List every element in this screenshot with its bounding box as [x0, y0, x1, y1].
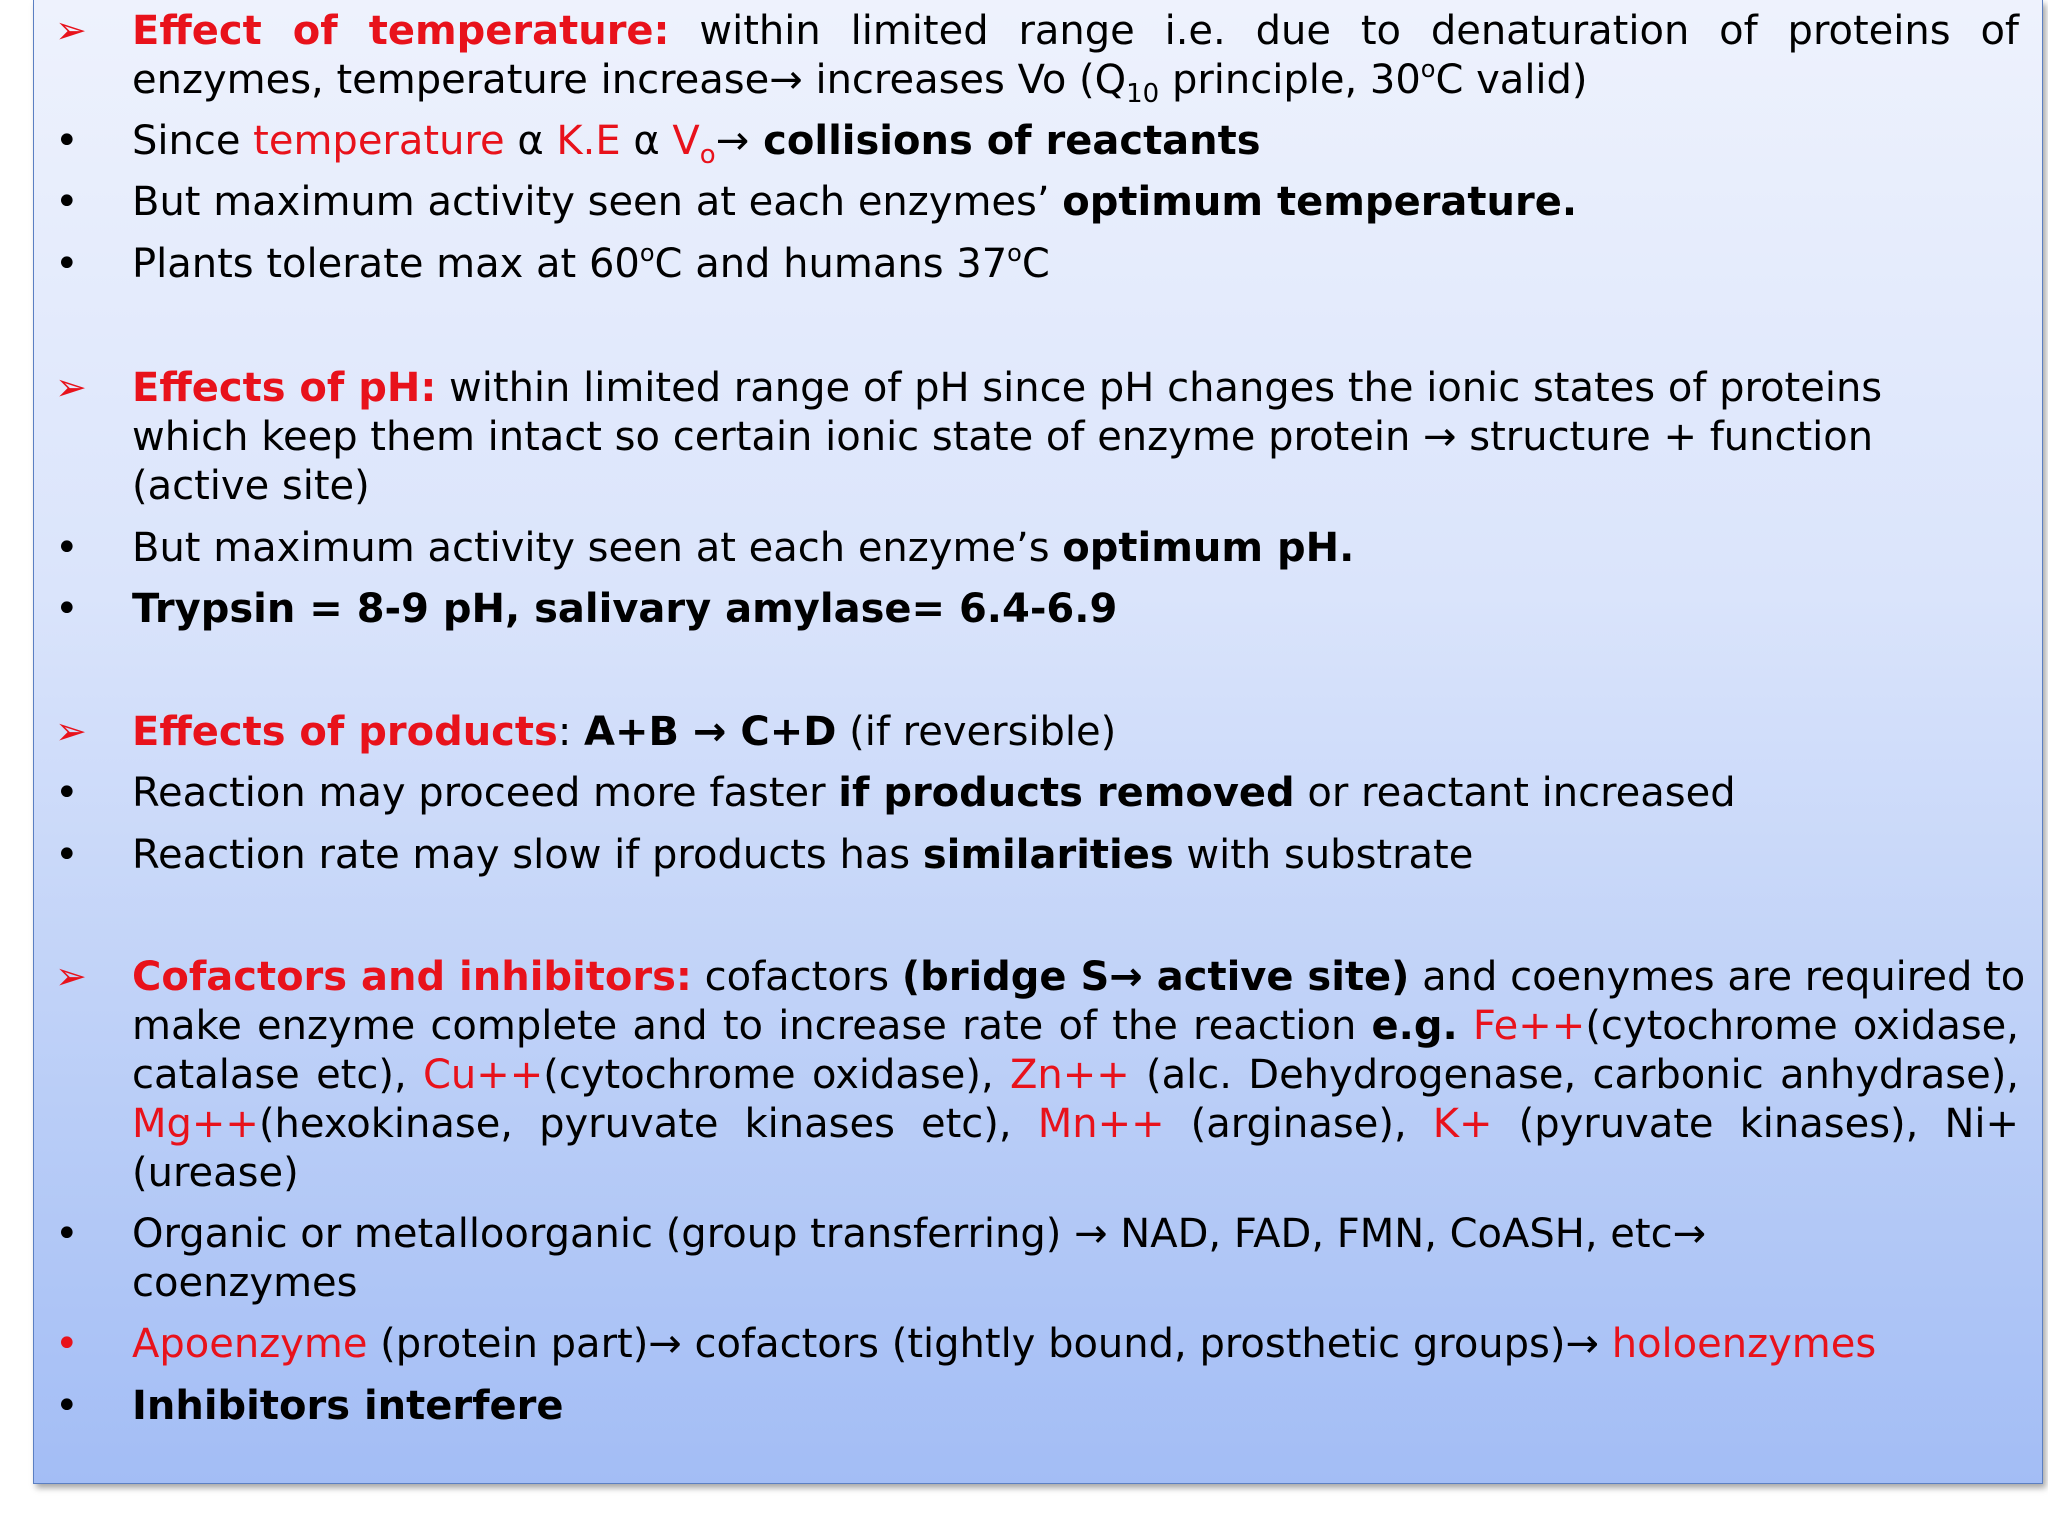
temperature-bullet-1: Since temperature α K.E α $V_o\to$ collisions of reactants	[132, 118, 1261, 170]
cofactors-bullet-1: Organic or metalloorganic (group transferring) → NAD, FAD, FMN, CoASH, etc→	[132, 1211, 1707, 1257]
products-bullet-1: Reaction may proceed more faster if products removed or reactant increased	[132, 770, 1736, 816]
products-heading: Effects of products	[132, 709, 558, 755]
cofactors-line-1: Cofactors and inhibitors: cofactors (bridge S→ active site) and coenymes are required to	[132, 954, 2026, 1000]
cofactors-line-2: make enzyme complete and to increase rate of the reaction e.g. Fe++(cytochrome oxidase,	[132, 1003, 2019, 1049]
ph-line-3: (active site)	[132, 463, 370, 509]
temperature-line-2: enzymes, temperature increase→ increases Vo ($Q_{10}$ principle, 30$^o$C valid)	[132, 55, 1588, 109]
ph-line-1: Effects of pH: within limited range of pH since pH changes the ionic states of proteins	[132, 365, 1883, 411]
bullet-icon: •	[55, 179, 79, 225]
arrow-icon: →	[692, 709, 727, 755]
cofactors-line-5: (urease)	[132, 1150, 299, 1196]
cofactors-heading: Cofactors and inhibitors:	[132, 954, 692, 1000]
arrow-icon: →	[1423, 414, 1457, 460]
arrow-icon: →	[715, 118, 750, 164]
bullet-icon: •	[55, 770, 79, 816]
arrow-bullet-icon: ➢	[55, 365, 87, 409]
temperature-line-1: Effect of temperature: within limited range i.e. due to denaturation of proteins of	[132, 8, 2019, 54]
arrow-icon: →	[1565, 1321, 1599, 1367]
bullet-icon: •	[55, 586, 79, 632]
ph-heading: Effects of pH:	[132, 365, 437, 411]
cofactors-line-3: catalase etc), Cu++(cytochrome oxidase), Zn++ (alc. Dehydrogenase, carbonic anhydrase),	[132, 1052, 2020, 1098]
bullet-icon: •	[55, 1383, 79, 1429]
temperature-bullet-3: Plants tolerate max at 60$^o$C and humans 37$^o$C	[132, 239, 1050, 287]
bullet-icon: •	[55, 525, 79, 571]
bullet-icon: •	[55, 1321, 79, 1367]
bullet-icon: •	[55, 118, 79, 164]
bullet-icon: •	[55, 1211, 79, 1257]
arrow-bullet-icon: ➢	[55, 8, 87, 52]
arrow-icon: →	[1109, 954, 1143, 1000]
bullet-icon: •	[55, 241, 79, 287]
cofactors-bullet-1-line-2: coenzymes	[132, 1260, 358, 1306]
temperature-bullet-2: But maximum activity seen at each enzymes’ optimum temperature.	[132, 179, 1578, 225]
cofactors-bullet-2: Apoenzyme (protein part)→ cofactors (tightly bound, prosthetic groups)→ holoenzymes	[132, 1321, 1877, 1367]
ph-line-2: which keep them intact so certain ionic state of enzyme protein → structure + function	[132, 414, 1874, 460]
arrow-bullet-icon: ➢	[55, 954, 87, 998]
arrow-icon: →	[769, 57, 803, 103]
products-line-1: Effects of products: A+B → C+D (if reversible)	[132, 709, 1117, 755]
cofactors-bullet-3: Inhibitors interfere	[132, 1383, 564, 1429]
temperature-heading: Effect of temperature:	[132, 8, 670, 54]
bullet-icon: •	[55, 832, 79, 878]
arrow-bullet-icon: ➢	[55, 709, 87, 753]
arrow-icon: →	[1074, 1211, 1108, 1257]
arrow-icon: →	[1672, 1211, 1707, 1257]
ph-bullet-1: But maximum activity seen at each enzyme’s optimum pH.	[132, 525, 1355, 571]
cofactors-line-4: Mg++(hexokinase, pyruvate kinases etc), Mn++ (arginase), K+ (pyruvate kinases), Ni+	[132, 1101, 2019, 1147]
arrow-icon: →	[648, 1321, 682, 1367]
products-bullet-2: Reaction rate may slow if products has similarities with substrate	[132, 832, 1474, 878]
ph-bullet-2: Trypsin = 8-9 pH, salivary amylase= 6.4-6.9	[132, 586, 1118, 632]
